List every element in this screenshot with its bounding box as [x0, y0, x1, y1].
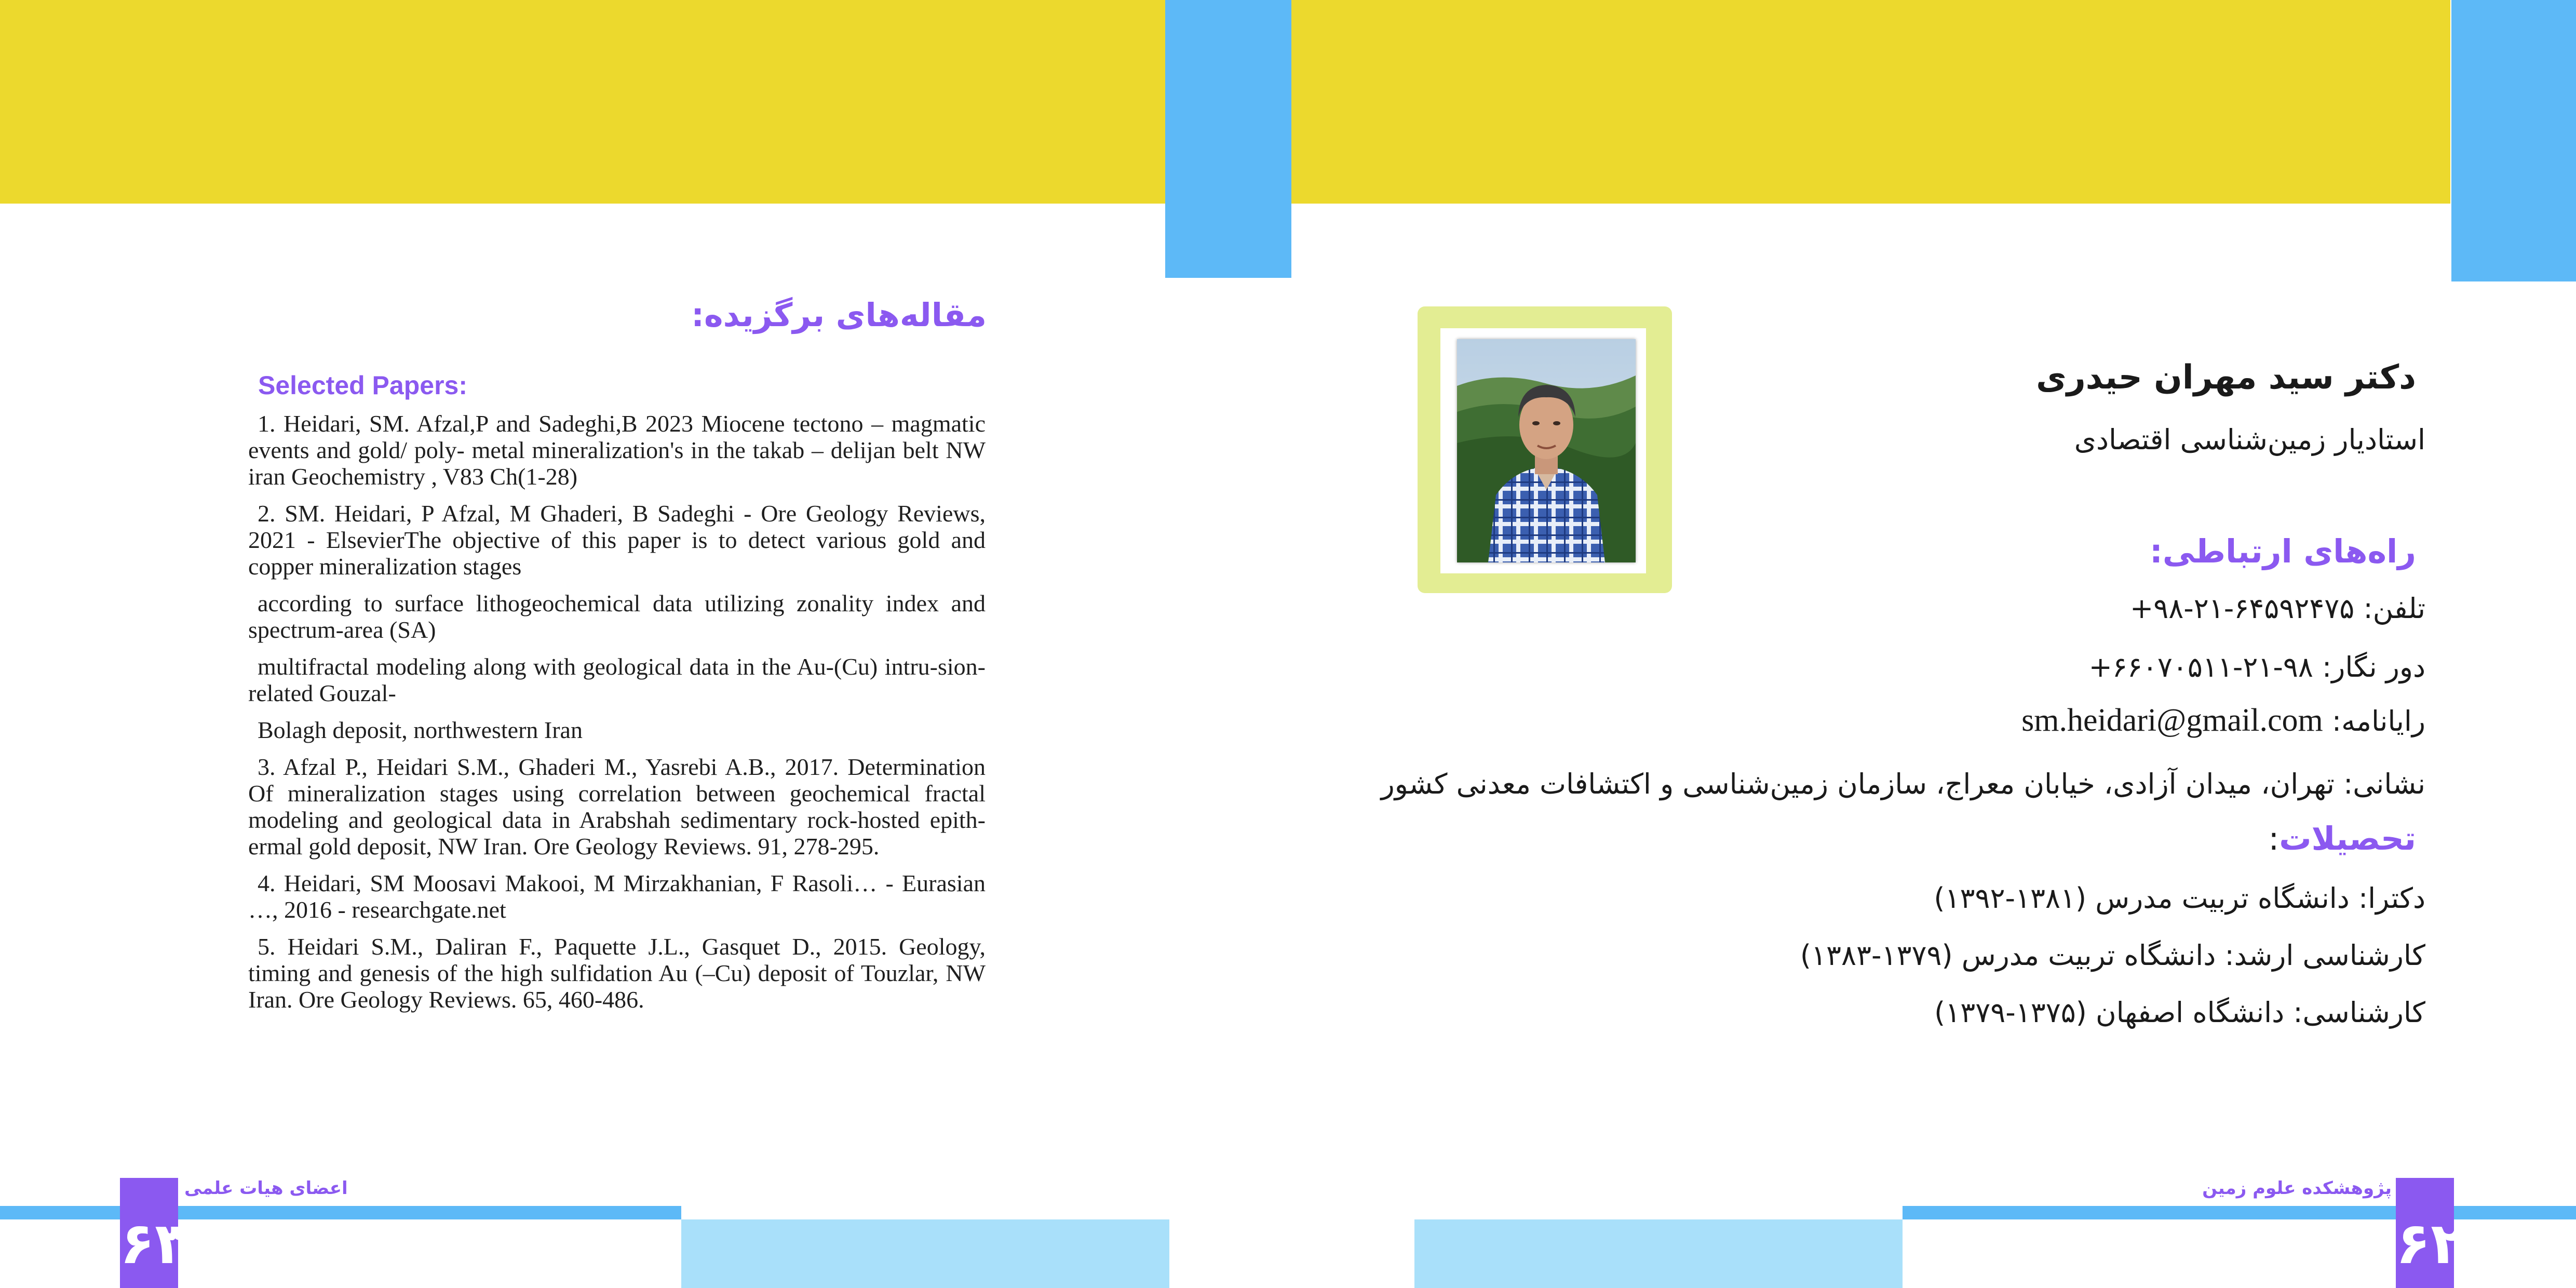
paper-item: according to surface lithogeochemical data utilizing zonality index and spectrum-area (SA)	[248, 590, 986, 643]
paper-item: 5. Heidari S.M., Daliran F., Paquette J.L., Gasquet D., 2015. Geology, timing and genesis of the high sulfidation Au (–Cu) deposit of Touzlar, NW Iran. Ore Geology Reviews. 65, 460-486.	[248, 933, 986, 1013]
profile-role: استادیار زمین‌شناسی اقتصادی	[2074, 423, 2425, 456]
paper-item: 1. Heidari, SM. Afzal,P and Sadeghi,B 2023 Miocene tectono – magmatic events and gold/ poly- metal mineralization's in the takab – delijan belt NW iran Geochemistry , V83 Ch(1-28)	[248, 410, 986, 490]
papers-list	[248, 410, 986, 1023]
paper-item: multifractal modeling along with geological data in the Au-(Cu) intru-sion-related Gouzal-	[248, 653, 986, 706]
footer-bar-left	[0, 1206, 681, 1219]
email-line	[2021, 702, 2425, 739]
phone-line: تلفن: ۶۴۵۹۲۴۷۵-۲۱-۹۸+	[2130, 592, 2425, 625]
page-number-left: ۶۳	[120, 1210, 190, 1277]
footer-block-left	[681, 1219, 1169, 1288]
paper-item: 2. SM. Heidari, P Afzal, M Ghaderi, B Sadeghi - Ore Geology Reviews, 2021 - ElsevierThe objective of this paper is to detect various gold and copper mineralization stages	[248, 500, 986, 580]
email-address[interactable]: sm.heidari@gmail.com	[2021, 703, 2323, 738]
paper-item: 4. Heidari, SM Moosavi Makooi, M Mirzakhanian, F Rasoli… - Eurasian …, 2016 - researchgate.net	[248, 870, 986, 923]
address-line: نشانی: تهران، میدان آزادی، خیابان معراج، سازمان زمین‌شناسی و اکتشافات معدنی کشور	[1381, 768, 2425, 800]
portrait-photo	[1457, 339, 1636, 562]
fax-line: دور نگار: ۹۸-۲۱-۶۶۰۷۰۵۱۱+	[2088, 651, 2425, 683]
header-band-right	[1291, 0, 2450, 204]
footer-bar-right	[1903, 1206, 2576, 1219]
header-accent-left	[1165, 0, 1291, 278]
profile-name: دکتر سید مهران حیدری	[2036, 358, 2416, 397]
education-item: دکترا: دانشگاه تربیت مدرس (۱۳۸۱-۱۳۹۲)	[1934, 882, 2425, 915]
footer-label-right: پژوهشکده علوم زمین	[2202, 1178, 2392, 1199]
footer-label-left: اعضای هیات علمی	[184, 1178, 348, 1199]
header-band-left	[0, 0, 1165, 204]
header-accent-right	[2451, 0, 2576, 281]
selected-papers-heading-fa: مقاله‌های برگزیده:	[691, 296, 987, 334]
education-heading-colon: :	[2268, 820, 2280, 857]
paper-item: 3. Afzal P., Heidari S.M., Ghaderi M., Yasrebi A.B., 2017. Determination Of mineralization stages using correlation between geochemical fractal modeling and geological data in Arabshah sedimentary rock-hosted epith-ermal gold deposit, NW Iran. Ore Geology Reviews. 91, 278-295.	[248, 754, 986, 860]
email-label: رایانامه:	[2331, 705, 2425, 737]
footer-block-right	[1414, 1219, 1903, 1288]
page-number-right: ۶۲	[2396, 1210, 2466, 1277]
contact-heading: راه‌های ارتباطی:	[2150, 532, 2416, 570]
selected-papers-heading-en: Selected Papers:	[258, 371, 467, 400]
paper-item: Bolagh deposit, northwestern Iran	[258, 717, 583, 743]
education-item: کارشناسی ارشد: دانشگاه تربیت مدرس (۱۳۷۹-۱۳۸۳)	[1800, 939, 2425, 972]
education-heading	[2268, 820, 2416, 857]
education-item: کارشناسی: دانشگاه اصفهان (۱۳۷۵-۱۳۷۹)	[1934, 996, 2425, 1029]
education-heading-text: تحصیلات	[2279, 820, 2416, 857]
